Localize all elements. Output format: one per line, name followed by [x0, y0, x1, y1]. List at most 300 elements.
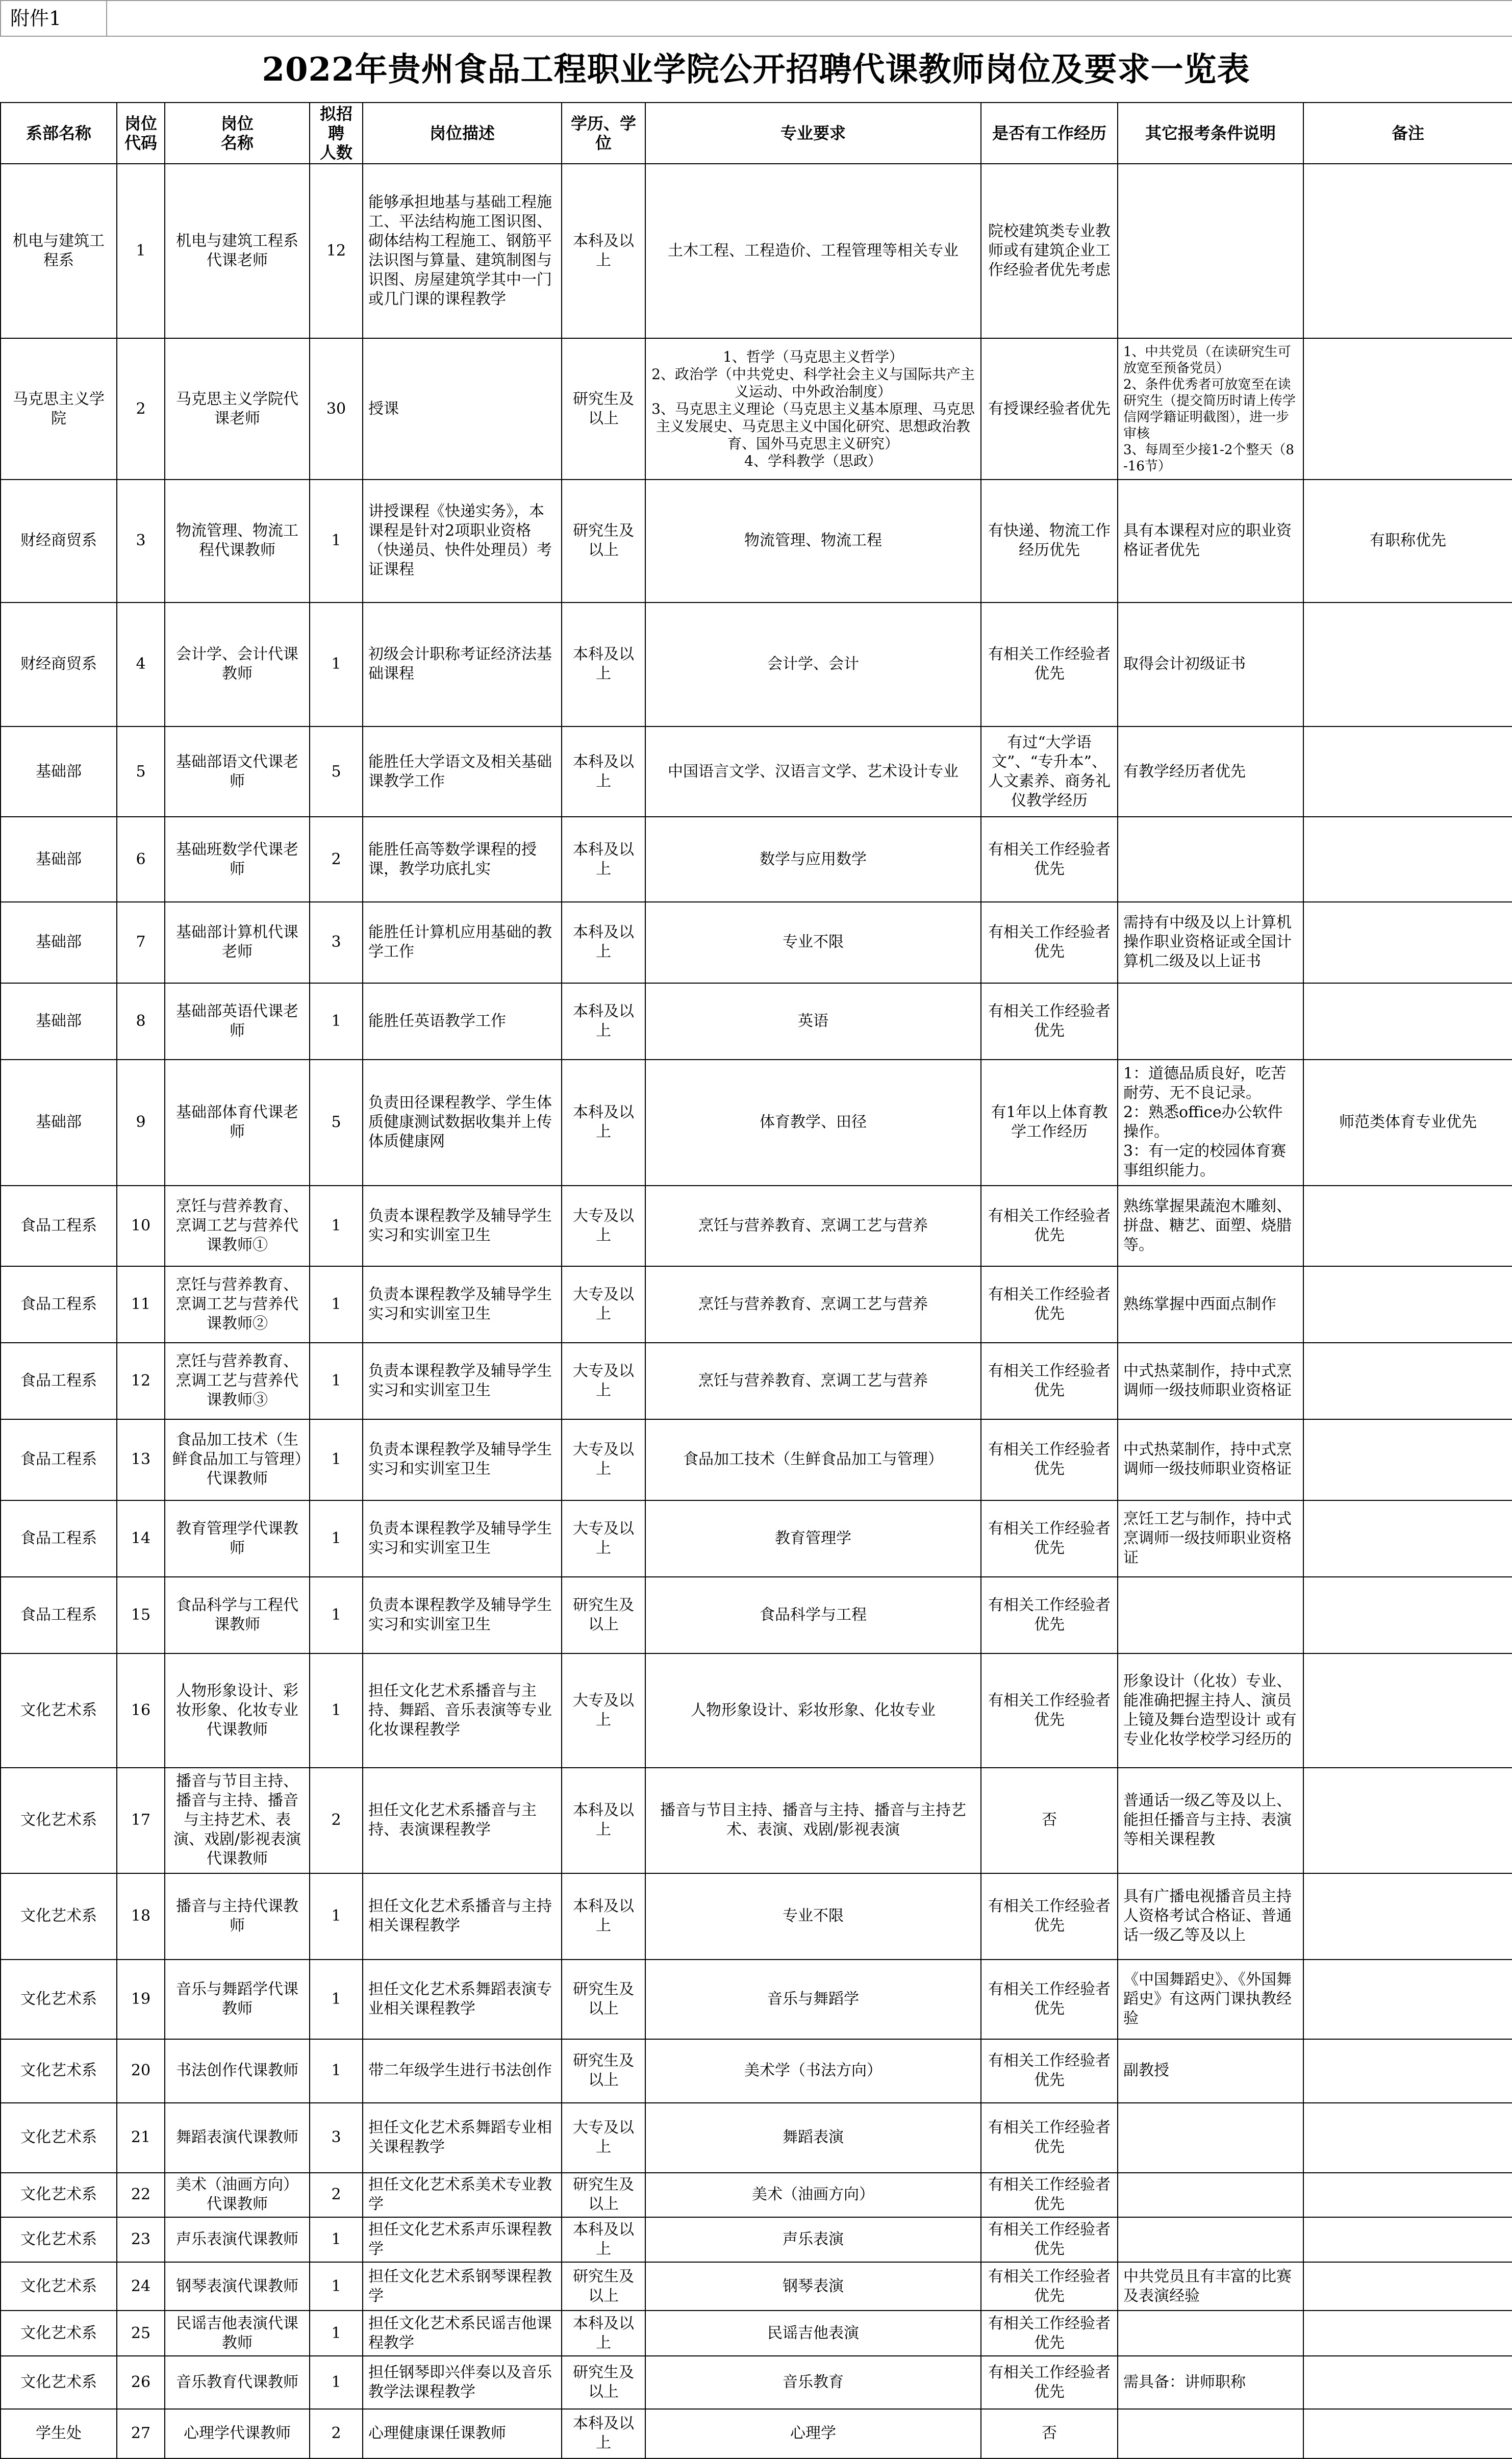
table-row — [1, 2103, 1512, 2173]
post-name-cell: 书法创作代课教师 — [165, 2039, 310, 2103]
experience-cell: 有授课经验者优先 — [981, 338, 1118, 480]
description-cell: 担任文化艺术系舞蹈专业相关课程教学 — [363, 2103, 562, 2173]
remarks-cell — [1303, 2039, 1512, 2103]
description-cell: 带二年级学生进行书法创作 — [363, 2039, 562, 2103]
major-cell: 专业不限 — [645, 1873, 981, 1960]
education-cell: 研究生及以上 — [562, 2356, 645, 2409]
post-code-cell: 3 — [117, 480, 165, 603]
experience-cell: 有过“大学语文”、“专升本”、人文素养、商务礼仪教学经历 — [981, 726, 1118, 817]
headcount-cell: 3 — [310, 902, 363, 983]
table-row — [1, 2262, 1512, 2311]
remarks-cell — [1303, 2103, 1512, 2173]
post-name-cell: 基础部体育代课老师 — [165, 1060, 310, 1186]
description-cell: 担任文化艺术系钢琴课程教学 — [363, 2262, 562, 2311]
table-row — [1, 164, 1512, 338]
other-conditions-cell: 《中国舞蹈史》、《外国舞蹈史》有这两门课执教经验 — [1118, 1960, 1303, 2039]
other-conditions-cell — [1118, 2103, 1303, 2173]
department-cell: 文化艺术系 — [1, 1873, 117, 1960]
other-conditions-cell: 需具备：讲师职称 — [1118, 2356, 1303, 2409]
major-cell: 美术学（书法方向） — [645, 2039, 981, 2103]
table-row — [1, 2311, 1512, 2356]
remarks-cell — [1303, 2356, 1512, 2409]
experience-cell: 有相关工作经验者优先 — [981, 2173, 1118, 2217]
experience-cell: 有1年以上体育教学工作经历 — [981, 1060, 1118, 1186]
headcount-cell: 1 — [310, 1343, 363, 1419]
experience-cell: 有快递、物流工作经历优先 — [981, 480, 1118, 603]
post-code-cell: 15 — [117, 1577, 165, 1653]
major-cell: 数学与应用数学 — [645, 817, 981, 902]
description-cell: 心理健康课任课教师 — [363, 2409, 562, 2458]
remarks-cell — [1303, 726, 1512, 817]
header-row — [1, 103, 1512, 164]
description-cell: 担任文化艺术系播音与主持相关课程教学 — [363, 1873, 562, 1960]
table-row — [1, 1500, 1512, 1577]
remarks-cell: 有职称优先 — [1303, 480, 1512, 603]
description-cell: 负责本课程教学及辅导学生实习和实训室卫生 — [363, 1500, 562, 1577]
major-cell: 人物形象设计、彩妆形象、化妆专业 — [645, 1653, 981, 1768]
experience-cell: 有相关工作经验者优先 — [981, 902, 1118, 983]
post-code-cell: 7 — [117, 902, 165, 983]
post-name-cell: 播音与主持代课教师 — [165, 1873, 310, 1960]
experience-cell: 有相关工作经验者优先 — [981, 2356, 1118, 2409]
major-cell: 体育教学、田径 — [645, 1060, 981, 1186]
other-conditions-cell: 熟练掌握中西面点制作 — [1118, 1266, 1303, 1343]
post-code-cell: 17 — [117, 1768, 165, 1873]
post-name-cell: 钢琴表演代课教师 — [165, 2262, 310, 2311]
department-cell: 财经商贸系 — [1, 603, 117, 726]
major-cell: 舞蹈表演 — [645, 2103, 981, 2173]
description-cell: 负责田径课程教学、学生体质健康测试数据收集并上传体质健康网 — [363, 1060, 562, 1186]
other-conditions-cell: 需持有中级及以上计算机操作职业资格证或全国计算机二级及以上证书 — [1118, 902, 1303, 983]
table-row — [1, 1577, 1512, 1653]
education-cell: 本科及以上 — [562, 2217, 645, 2263]
major-cell: 食品加工技术（生鲜食品加工与管理） — [645, 1419, 981, 1500]
headcount-cell: 1 — [310, 1577, 363, 1653]
post-code-cell: 25 — [117, 2311, 165, 2356]
attachment-row — [0, 0, 1512, 37]
education-cell: 本科及以上 — [562, 726, 645, 817]
description-cell: 负责本课程教学及辅导学生实习和实训室卫生 — [363, 1577, 562, 1653]
table-row — [1, 1960, 1512, 2039]
table-row — [1, 1266, 1512, 1343]
headcount-cell: 2 — [310, 1768, 363, 1873]
post-name-cell: 物流管理、物流工程代课教师 — [165, 480, 310, 603]
post-code-cell: 5 — [117, 726, 165, 817]
headcount-cell: 1 — [310, 480, 363, 603]
remarks-cell — [1303, 2217, 1512, 2263]
headcount-cell: 5 — [310, 726, 363, 817]
department-cell: 文化艺术系 — [1, 2262, 117, 2311]
experience-cell: 有相关工作经验者优先 — [981, 2217, 1118, 2263]
education-cell: 大专及以上 — [562, 1266, 645, 1343]
description-cell: 担任文化艺术系播音与主持、舞蹈、音乐表演等专业化妆课程教学 — [363, 1653, 562, 1768]
department-cell: 马克思主义学院 — [1, 338, 117, 480]
col-header-department: 系部名称 — [1, 103, 117, 164]
experience-cell: 有相关工作经验者优先 — [981, 983, 1118, 1060]
major-cell: 民谣吉他表演 — [645, 2311, 981, 2356]
headcount-cell: 1 — [310, 1500, 363, 1577]
remarks-cell — [1303, 2173, 1512, 2217]
col-header-major: 专业要求 — [645, 103, 981, 164]
department-cell: 财经商贸系 — [1, 480, 117, 603]
experience-cell: 否 — [981, 2409, 1118, 2458]
headcount-cell: 1 — [310, 1873, 363, 1960]
major-cell: 专业不限 — [645, 902, 981, 983]
experience-cell: 否 — [981, 1768, 1118, 1873]
department-cell: 文化艺术系 — [1, 2311, 117, 2356]
table-row — [1, 1768, 1512, 1873]
other-conditions-cell: 熟练掌握果蔬泡木雕刻、拼盘、糖艺、面塑、烧腊等。 — [1118, 1186, 1303, 1266]
table-row — [1, 817, 1512, 902]
other-conditions-cell — [1118, 2217, 1303, 2263]
post-name-cell: 食品科学与工程代课教师 — [165, 1577, 310, 1653]
other-conditions-cell: 中式热菜制作，持中式烹调师一级技师职业资格证 — [1118, 1419, 1303, 1500]
table-row — [1, 1873, 1512, 1960]
department-cell: 基础部 — [1, 726, 117, 817]
post-code-cell: 6 — [117, 817, 165, 902]
headcount-cell: 1 — [310, 2356, 363, 2409]
headcount-cell: 1 — [310, 1653, 363, 1768]
major-cell: 音乐与舞蹈学 — [645, 1960, 981, 2039]
other-conditions-cell: 中共党员且有丰富的比赛及表演经验 — [1118, 2262, 1303, 2311]
remarks-cell — [1303, 1577, 1512, 1653]
post-name-cell: 烹饪与营养教育、烹调工艺与营养代课教师③ — [165, 1343, 310, 1419]
experience-cell: 有相关工作经验者优先 — [981, 2103, 1118, 2173]
department-cell: 食品工程系 — [1, 1343, 117, 1419]
remarks-cell — [1303, 603, 1512, 726]
post-name-cell: 民谣吉他表演代课教师 — [165, 2311, 310, 2356]
experience-cell: 有相关工作经验者优先 — [981, 2262, 1118, 2311]
education-cell: 本科及以上 — [562, 1060, 645, 1186]
education-cell: 研究生及以上 — [562, 1577, 645, 1653]
remarks-cell — [1303, 2409, 1512, 2458]
education-cell: 大专及以上 — [562, 2103, 645, 2173]
post-name-cell: 教育管理学代课教师 — [165, 1500, 310, 1577]
department-cell: 学生处 — [1, 2409, 117, 2458]
experience-cell: 有相关工作经验者优先 — [981, 1500, 1118, 1577]
description-cell: 负责本课程教学及辅导学生实习和实训室卫生 — [363, 1343, 562, 1419]
major-cell: 钢琴表演 — [645, 2262, 981, 2311]
title-row — [0, 37, 1512, 103]
education-cell: 大专及以上 — [562, 1186, 645, 1266]
other-conditions-cell: 形象设计（化妆）专业、能准确把握主持人、演员上镜及舞台造型设计 或有专业化妆学校学习经历的 — [1118, 1653, 1303, 1768]
major-cell: 食品科学与工程 — [645, 1577, 981, 1653]
table-row — [1, 2173, 1512, 2217]
other-conditions-cell — [1118, 1577, 1303, 1653]
education-cell: 研究生及以上 — [562, 2173, 645, 2217]
headcount-cell: 1 — [310, 2039, 363, 2103]
post-code-cell: 16 — [117, 1653, 165, 1768]
other-conditions-cell: 取得会计初级证书 — [1118, 603, 1303, 726]
post-name-cell: 基础部语文代课老师 — [165, 726, 310, 817]
description-cell: 担任钢琴即兴伴奏以及音乐教学法课程教学 — [363, 2356, 562, 2409]
major-cell: 声乐表演 — [645, 2217, 981, 2263]
headcount-cell: 1 — [310, 983, 363, 1060]
remarks-cell — [1303, 1873, 1512, 1960]
post-name-cell: 舞蹈表演代课教师 — [165, 2103, 310, 2173]
major-cell: 音乐教育 — [645, 2356, 981, 2409]
department-cell: 基础部 — [1, 1060, 117, 1186]
post-name-cell: 食品加工技术（生鲜食品加工与管理）代课教师 — [165, 1419, 310, 1500]
experience-cell: 有相关工作经验者优先 — [981, 2039, 1118, 2103]
remarks-cell — [1303, 338, 1512, 480]
remarks-cell — [1303, 902, 1512, 983]
headcount-cell: 30 — [310, 338, 363, 480]
attachment-label: 附件1 — [0, 1, 107, 37]
remarks-cell — [1303, 1343, 1512, 1419]
other-conditions-cell: 副教授 — [1118, 2039, 1303, 2103]
education-cell: 本科及以上 — [562, 2409, 645, 2458]
remarks-cell — [1303, 1768, 1512, 1873]
col-header-remarks: 备注 — [1303, 103, 1512, 164]
description-cell: 初级会计职称考证经济法基础课程 — [363, 603, 562, 726]
experience-cell: 院校建筑类专业教师或有建筑企业工作经验者优先考虑 — [981, 164, 1118, 338]
education-cell: 大专及以上 — [562, 1343, 645, 1419]
headcount-cell: 3 — [310, 2103, 363, 2173]
major-cell: 心理学 — [645, 2409, 981, 2458]
major-cell: 土木工程、工程造价、工程管理等相关专业 — [645, 164, 981, 338]
department-cell: 机电与建筑工程系 — [1, 164, 117, 338]
table-row — [1, 1419, 1512, 1500]
headcount-cell: 1 — [310, 603, 363, 726]
major-cell: 烹饪与营养教育、烹调工艺与营养 — [645, 1186, 981, 1266]
department-cell: 文化艺术系 — [1, 2217, 117, 2263]
post-code-cell: 21 — [117, 2103, 165, 2173]
description-cell: 担任文化艺术系舞蹈表演专业相关课程教学 — [363, 1960, 562, 2039]
department-cell: 文化艺术系 — [1, 2173, 117, 2217]
education-cell: 大专及以上 — [562, 1500, 645, 1577]
headcount-cell: 1 — [310, 1266, 363, 1343]
department-cell: 食品工程系 — [1, 1186, 117, 1266]
post-code-cell: 27 — [117, 2409, 165, 2458]
department-cell: 食品工程系 — [1, 1266, 117, 1343]
experience-cell: 有相关工作经验者优先 — [981, 1419, 1118, 1500]
experience-cell: 有相关工作经验者优先 — [981, 1653, 1118, 1768]
remarks-cell — [1303, 2262, 1512, 2311]
col-header-education: 学历、学 位 — [562, 103, 645, 164]
description-cell: 担任文化艺术系声乐课程教学 — [363, 2217, 562, 2263]
education-cell: 本科及以上 — [562, 902, 645, 983]
post-name-cell: 基础班数学代课老师 — [165, 817, 310, 902]
other-conditions-cell — [1118, 2173, 1303, 2217]
major-cell: 中国语言文学、汉语言文学、艺术设计专业 — [645, 726, 981, 817]
post-code-cell: 10 — [117, 1186, 165, 1266]
post-code-cell: 13 — [117, 1419, 165, 1500]
post-name-cell: 烹饪与营养教育、烹调工艺与营养代课教师② — [165, 1266, 310, 1343]
headcount-cell: 1 — [310, 2217, 363, 2263]
major-cell: 烹饪与营养教育、烹调工艺与营养 — [645, 1266, 981, 1343]
description-cell: 授课 — [363, 338, 562, 480]
post-code-cell: 12 — [117, 1343, 165, 1419]
education-cell: 研究生及以上 — [562, 2039, 645, 2103]
remarks-cell — [1303, 1266, 1512, 1343]
department-cell: 文化艺术系 — [1, 1653, 117, 1768]
post-code-cell: 18 — [117, 1873, 165, 1960]
post-name-cell: 播音与节目主持、播音与主持、播音与主持艺术、表演、戏剧/影视表演代课教师 — [165, 1768, 310, 1873]
page-title: 2022年贵州食品工程职业学院公开招聘代课教师岗位及要求一览表 — [262, 51, 1250, 89]
post-name-cell: 基础部英语代课老师 — [165, 983, 310, 1060]
other-conditions-cell — [1118, 817, 1303, 902]
other-conditions-cell: 1：道德品质良好，吃苦耐劳、无不良记录。 2：熟悉office办公软件操作。 3：有一定的校园体育赛事组织能力。 — [1118, 1060, 1303, 1186]
post-name-cell: 音乐与舞蹈学代课教师 — [165, 1960, 310, 2039]
post-code-cell: 4 — [117, 603, 165, 726]
education-cell: 本科及以上 — [562, 603, 645, 726]
education-cell: 本科及以上 — [562, 817, 645, 902]
headcount-cell: 1 — [310, 1186, 363, 1266]
post-code-cell: 24 — [117, 2262, 165, 2311]
description-cell: 负责本课程教学及辅导学生实习和实训室卫生 — [363, 1186, 562, 1266]
table-row — [1, 1653, 1512, 1768]
table-row — [1, 2217, 1512, 2263]
post-code-cell: 2 — [117, 338, 165, 480]
headcount-cell: 2 — [310, 817, 363, 902]
post-code-cell: 26 — [117, 2356, 165, 2409]
education-cell: 本科及以上 — [562, 983, 645, 1060]
post-code-cell: 19 — [117, 1960, 165, 2039]
education-cell: 本科及以上 — [562, 1873, 645, 1960]
post-code-cell: 23 — [117, 2217, 165, 2263]
experience-cell: 有相关工作经验者优先 — [981, 1873, 1118, 1960]
description-cell: 担任文化艺术系民谣吉他课程教学 — [363, 2311, 562, 2356]
description-cell: 负责本课程教学及辅导学生实习和实训室卫生 — [363, 1266, 562, 1343]
experience-cell: 有相关工作经验者优先 — [981, 603, 1118, 726]
table-row — [1, 1186, 1512, 1266]
major-cell: 播音与节目主持、播音与主持、播音与主持艺术、表演、戏剧/影视表演 — [645, 1768, 981, 1873]
education-cell: 大专及以上 — [562, 1419, 645, 1500]
post-name-cell: 马克思主义学院代课老师 — [165, 338, 310, 480]
experience-cell: 有相关工作经验者优先 — [981, 1266, 1118, 1343]
other-conditions-cell: 1、中共党员（在读研究生可放宽至预备党员） 2、条件优秀者可放宽至在读研究生（提交简历时请上传学信网学籍证明截图），进一步审核 3、每周至少接1-2个整天（8-16节） — [1118, 338, 1303, 480]
description-cell: 能胜任计算机应用基础的教学工作 — [363, 902, 562, 983]
experience-cell: 有相关工作经验者优先 — [981, 2311, 1118, 2356]
post-code-cell: 11 — [117, 1266, 165, 1343]
department-cell: 基础部 — [1, 902, 117, 983]
remarks-cell: 师范类体育专业优先 — [1303, 1060, 1512, 1186]
headcount-cell: 1 — [310, 1419, 363, 1500]
experience-cell: 有相关工作经验者优先 — [981, 1186, 1118, 1266]
department-cell: 文化艺术系 — [1, 1768, 117, 1873]
experience-cell: 有相关工作经验者优先 — [981, 817, 1118, 902]
major-cell: 物流管理、物流工程 — [645, 480, 981, 603]
other-conditions-cell: 具有本课程对应的职业资格证者优先 — [1118, 480, 1303, 603]
experience-cell: 有相关工作经验者优先 — [981, 1577, 1118, 1653]
department-cell: 文化艺术系 — [1, 2356, 117, 2409]
table-row — [1, 726, 1512, 817]
experience-cell: 有相关工作经验者优先 — [981, 1960, 1118, 2039]
recruitment-table — [0, 102, 1512, 2459]
other-conditions-cell: 烹饪工艺与制作，持中式烹调师一级技师职业资格证 — [1118, 1500, 1303, 1577]
major-cell: 美术（油画方向） — [645, 2173, 981, 2217]
post-code-cell: 22 — [117, 2173, 165, 2217]
table-row — [1, 983, 1512, 1060]
headcount-cell: 1 — [310, 1960, 363, 2039]
other-conditions-cell: 具有广播电视播音员主持人资格考试合格证、普通话一级乙等及以上 — [1118, 1873, 1303, 1960]
remarks-cell — [1303, 1419, 1512, 1500]
table-row — [1, 603, 1512, 726]
col-header-headcount: 拟招聘 人数 — [310, 103, 363, 164]
education-cell: 本科及以上 — [562, 164, 645, 338]
headcount-cell: 5 — [310, 1060, 363, 1186]
table-row — [1, 480, 1512, 603]
description-cell: 担任文化艺术系美术专业教学 — [363, 2173, 562, 2217]
remarks-cell — [1303, 1186, 1512, 1266]
headcount-cell: 2 — [310, 2173, 363, 2217]
col-header-description: 岗位描述 — [363, 103, 562, 164]
other-conditions-cell: 中式热菜制作，持中式烹调师一级技师职业资格证 — [1118, 1343, 1303, 1419]
headcount-cell: 1 — [310, 2262, 363, 2311]
col-header-post-code: 岗位 代码 — [117, 103, 165, 164]
remarks-cell — [1303, 2311, 1512, 2356]
col-header-post-name: 岗位 名称 — [165, 103, 310, 164]
post-name-cell: 会计学、会计代课教师 — [165, 603, 310, 726]
remarks-cell — [1303, 1653, 1512, 1768]
post-code-cell: 8 — [117, 983, 165, 1060]
col-header-other-conditions: 其它报考条件说明 — [1118, 103, 1303, 164]
post-code-cell: 14 — [117, 1500, 165, 1577]
education-cell: 研究生及以上 — [562, 1960, 645, 2039]
department-cell: 食品工程系 — [1, 1500, 117, 1577]
post-name-cell: 基础部计算机代课老师 — [165, 902, 310, 983]
post-name-cell: 机电与建筑工程系代课老师 — [165, 164, 310, 338]
remarks-cell — [1303, 1960, 1512, 2039]
description-cell: 能胜任高等数学课程的授课，教学功底扎实 — [363, 817, 562, 902]
col-header-experience: 是否有工作经历 — [981, 103, 1118, 164]
post-code-cell: 20 — [117, 2039, 165, 2103]
major-cell: 英语 — [645, 983, 981, 1060]
major-cell: 烹饪与营养教育、烹调工艺与营养 — [645, 1343, 981, 1419]
description-cell: 担任文化艺术系播音与主持、表演课程教学 — [363, 1768, 562, 1873]
education-cell: 大专及以上 — [562, 1653, 645, 1768]
major-cell: 教育管理学 — [645, 1500, 981, 1577]
other-conditions-cell: 有教学经历者优先 — [1118, 726, 1303, 817]
department-cell: 基础部 — [1, 817, 117, 902]
other-conditions-cell — [1118, 983, 1303, 1060]
description-cell: 讲授课程《快递实务》，本课程是针对2项职业资格（快递员、快件处理员）考证课程 — [363, 480, 562, 603]
remarks-cell — [1303, 817, 1512, 902]
remarks-cell — [1303, 1500, 1512, 1577]
table-row — [1, 1060, 1512, 1186]
headcount-cell: 1 — [310, 2311, 363, 2356]
table-row — [1, 2039, 1512, 2103]
department-cell: 基础部 — [1, 983, 117, 1060]
major-cell: 1、哲学（马克思主义哲学） 2、政治学（中共党史、科学社会主义与国际共产主义运动、中外政治制度） 3、马克思主义理论（马克思主义基本原理、马克思主义发展史、马克思主义中国化研究、思想政治教育、国外马克思主义研究） 4、学科教学（思政） — [645, 338, 981, 480]
other-conditions-cell: 普通话一级乙等及以上、能担任播音与主持、表演等相关课程教 — [1118, 1768, 1303, 1873]
other-conditions-cell — [1118, 2409, 1303, 2458]
post-name-cell: 美术（油画方向）代课教师 — [165, 2173, 310, 2217]
education-cell: 本科及以上 — [562, 1768, 645, 1873]
experience-cell: 有相关工作经验者优先 — [981, 1343, 1118, 1419]
remarks-cell — [1303, 983, 1512, 1060]
description-cell: 负责本课程教学及辅导学生实习和实训室卫生 — [363, 1419, 562, 1500]
other-conditions-cell — [1118, 2311, 1303, 2356]
table-row — [1, 338, 1512, 480]
major-cell: 会计学、会计 — [645, 603, 981, 726]
department-cell: 文化艺术系 — [1, 1960, 117, 2039]
department-cell: 食品工程系 — [1, 1577, 117, 1653]
table-row — [1, 1343, 1512, 1419]
post-name-cell: 人物形象设计、彩妆形象、化妆专业代课教师 — [165, 1653, 310, 1768]
post-name-cell: 音乐教育代课教师 — [165, 2356, 310, 2409]
post-name-cell: 烹饪与营养教育、烹调工艺与营养代课教师① — [165, 1186, 310, 1266]
education-cell: 本科及以上 — [562, 2311, 645, 2356]
description-cell: 能胜任英语教学工作 — [363, 983, 562, 1060]
education-cell: 研究生及以上 — [562, 2262, 645, 2311]
post-code-cell: 1 — [117, 164, 165, 338]
other-conditions-cell — [1118, 164, 1303, 338]
department-cell: 文化艺术系 — [1, 2039, 117, 2103]
description-cell: 能够承担地基与基础工程施工、平法结构施工图识图、砌体结构工程施工、钢筋平法识图与算量、建筑制图与识图、房屋建筑学其中一门或几门课的课程教学 — [363, 164, 562, 338]
education-cell: 研究生及以上 — [562, 480, 645, 603]
